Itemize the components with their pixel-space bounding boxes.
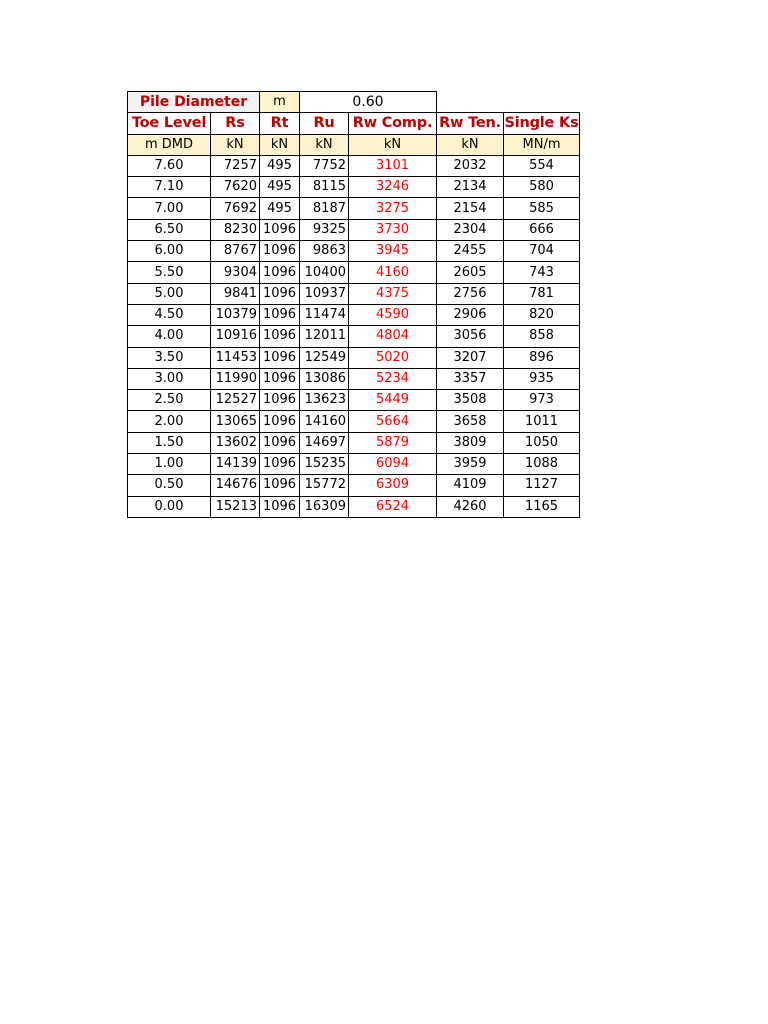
cell-rs[interactable]: 13602 xyxy=(211,432,260,453)
cell-rw-comp[interactable]: 3945 xyxy=(349,241,437,262)
cell-rw-comp[interactable]: 6309 xyxy=(349,475,437,496)
cell-toe-level[interactable]: 4.50 xyxy=(128,304,211,325)
cell-rw-ten[interactable]: 2756 xyxy=(437,283,504,304)
cell-rs[interactable]: 11990 xyxy=(211,368,260,389)
cell-rw-comp[interactable]: 5664 xyxy=(349,411,437,432)
units-row xyxy=(128,134,580,155)
table-row xyxy=(128,496,580,517)
cell-rw-ten[interactable]: 2134 xyxy=(437,177,504,198)
cell-rs[interactable]: 10379 xyxy=(211,304,260,325)
cell-ru[interactable]: 10400 xyxy=(300,262,349,283)
cell-toe-level[interactable]: 3.50 xyxy=(128,347,211,368)
cell-ru[interactable]: 11474 xyxy=(300,304,349,325)
cell-rs[interactable]: 12527 xyxy=(211,390,260,411)
cell-toe-level[interactable]: 2.00 xyxy=(128,411,211,432)
cell-ru[interactable]: 12011 xyxy=(300,326,349,347)
cell-rt[interactable]: 495 xyxy=(260,155,300,176)
pile-capacity-table xyxy=(127,91,580,518)
cell-ru[interactable]: 13623 xyxy=(300,390,349,411)
cell-rt[interactable]: 1096 xyxy=(260,347,300,368)
table-row xyxy=(128,198,580,219)
cell-rs[interactable]: 11453 xyxy=(211,347,260,368)
unit-rw-comp[interactable]: kN xyxy=(349,134,437,155)
cell-rt[interactable]: 1096 xyxy=(260,454,300,475)
pile-diameter-label[interactable]: Pile Diameter xyxy=(128,92,260,113)
cell-rw-comp[interactable]: 3275 xyxy=(349,198,437,219)
pile-diameter-value[interactable]: 0.60 xyxy=(300,92,437,113)
cell-rw-ten[interactable]: 3508 xyxy=(437,390,504,411)
cell-ru[interactable]: 15235 xyxy=(300,454,349,475)
header-rw-comp[interactable]: Rw Comp. xyxy=(349,113,437,134)
cell-rw-comp[interactable]: 5020 xyxy=(349,347,437,368)
cell-rs[interactable]: 14676 xyxy=(211,475,260,496)
cell-ru[interactable]: 16309 xyxy=(300,496,349,517)
cell-single-ks[interactable]: 666 xyxy=(504,219,580,240)
cell-rt[interactable]: 1096 xyxy=(260,475,300,496)
table-row xyxy=(128,304,580,325)
cell-rw-comp[interactable]: 4804 xyxy=(349,326,437,347)
header-rs[interactable]: Rs xyxy=(211,113,260,134)
pile-diameter-unit[interactable]: m xyxy=(260,92,300,113)
cell-rt[interactable]: 1096 xyxy=(260,262,300,283)
cell-toe-level[interactable]: 7.00 xyxy=(128,198,211,219)
cell-rw-ten[interactable]: 2032 xyxy=(437,155,504,176)
cell-ru[interactable]: 9325 xyxy=(300,219,349,240)
unit-rw-ten[interactable]: kN xyxy=(437,134,504,155)
cell-rt[interactable]: 1096 xyxy=(260,241,300,262)
cell-rs[interactable]: 7620 xyxy=(211,177,260,198)
cell-rw-ten[interactable]: 4109 xyxy=(437,475,504,496)
cell-toe-level[interactable]: 0.50 xyxy=(128,475,211,496)
cell-rs[interactable]: 13065 xyxy=(211,411,260,432)
header-row xyxy=(128,113,580,134)
table-row xyxy=(128,475,580,496)
cell-rw-ten[interactable]: 4260 xyxy=(437,496,504,517)
table-row xyxy=(128,454,580,475)
cell-rw-comp[interactable]: 4375 xyxy=(349,283,437,304)
cell-rt[interactable]: 1096 xyxy=(260,411,300,432)
unit-toe-level[interactable]: m DMD xyxy=(128,134,211,155)
cell-rs[interactable]: 10916 xyxy=(211,326,260,347)
table-row xyxy=(128,155,580,176)
cell-ru[interactable]: 10937 xyxy=(300,283,349,304)
cell-rs[interactable]: 7257 xyxy=(211,155,260,176)
table-row xyxy=(128,241,580,262)
cell-single-ks[interactable]: 585 xyxy=(504,198,580,219)
cell-single-ks[interactable]: 1165 xyxy=(504,496,580,517)
cell-single-ks[interactable]: 554 xyxy=(504,155,580,176)
cell-rw-comp[interactable]: 3101 xyxy=(349,155,437,176)
cell-ru[interactable]: 14160 xyxy=(300,411,349,432)
cell-rs[interactable]: 8767 xyxy=(211,241,260,262)
table-row xyxy=(128,262,580,283)
cell-single-ks[interactable]: 935 xyxy=(504,368,580,389)
cell-single-ks[interactable]: 1127 xyxy=(504,475,580,496)
cell-rw-ten[interactable]: 3809 xyxy=(437,432,504,453)
cell-rs[interactable]: 9304 xyxy=(211,262,260,283)
cell-rw-ten[interactable]: 2154 xyxy=(437,198,504,219)
cell-ru[interactable]: 13086 xyxy=(300,368,349,389)
cell-toe-level[interactable]: 1.00 xyxy=(128,454,211,475)
cell-rw-ten[interactable]: 2455 xyxy=(437,241,504,262)
cell-ru[interactable]: 7752 xyxy=(300,155,349,176)
cell-toe-level[interactable]: 6.50 xyxy=(128,219,211,240)
cell-single-ks[interactable]: 973 xyxy=(504,390,580,411)
cell-rw-comp[interactable]: 4160 xyxy=(349,262,437,283)
cell-rt[interactable]: 495 xyxy=(260,177,300,198)
cell-toe-level[interactable]: 5.50 xyxy=(128,262,211,283)
cell-rw-ten[interactable]: 2906 xyxy=(437,304,504,325)
cell-rt[interactable]: 1096 xyxy=(260,496,300,517)
cell-rw-ten[interactable]: 3056 xyxy=(437,326,504,347)
header-single-ks[interactable]: Single Ks xyxy=(504,113,580,134)
cell-rw-comp[interactable]: 5234 xyxy=(349,368,437,389)
cell-single-ks[interactable]: 580 xyxy=(504,177,580,198)
unit-ru[interactable]: kN xyxy=(300,134,349,155)
cell-toe-level[interactable]: 0.00 xyxy=(128,496,211,517)
cell-rw-ten[interactable]: 2605 xyxy=(437,262,504,283)
cell-toe-level[interactable]: 3.00 xyxy=(128,368,211,389)
cell-toe-level[interactable]: 6.00 xyxy=(128,241,211,262)
cell-toe-level[interactable]: 1.50 xyxy=(128,432,211,453)
cell-ru[interactable]: 8115 xyxy=(300,177,349,198)
cell-rt[interactable]: 1096 xyxy=(260,326,300,347)
cell-single-ks[interactable]: 858 xyxy=(504,326,580,347)
cell-toe-level[interactable]: 2.50 xyxy=(128,390,211,411)
cell-rw-ten[interactable]: 2304 xyxy=(437,219,504,240)
unit-rt[interactable]: kN xyxy=(260,134,300,155)
cell-rs[interactable]: 9841 xyxy=(211,283,260,304)
cell-rw-comp[interactable]: 3246 xyxy=(349,177,437,198)
cell-rt[interactable]: 1096 xyxy=(260,432,300,453)
cell-rw-ten[interactable]: 3658 xyxy=(437,411,504,432)
cell-rs[interactable]: 8230 xyxy=(211,219,260,240)
cell-single-ks[interactable]: 743 xyxy=(504,262,580,283)
cell-rw-comp[interactable]: 6524 xyxy=(349,496,437,517)
cell-rw-comp[interactable]: 4590 xyxy=(349,304,437,325)
cell-rt[interactable]: 1096 xyxy=(260,283,300,304)
unit-single-ks[interactable]: MN/m xyxy=(504,134,580,155)
table-row xyxy=(128,368,580,389)
cell-rw-comp[interactable]: 3730 xyxy=(349,219,437,240)
header-rt[interactable]: Rt xyxy=(260,113,300,134)
table-row xyxy=(128,219,580,240)
cell-single-ks[interactable]: 1011 xyxy=(504,411,580,432)
cell-ru[interactable]: 8187 xyxy=(300,198,349,219)
header-ru[interactable]: Ru xyxy=(300,113,349,134)
empty-cell xyxy=(437,92,580,113)
cell-rt[interactable]: 1096 xyxy=(260,219,300,240)
table-row xyxy=(128,411,580,432)
table-row xyxy=(128,283,580,304)
unit-rs[interactable]: kN xyxy=(211,134,260,155)
cell-rs[interactable]: 15213 xyxy=(211,496,260,517)
header-rw-ten[interactable]: Rw Ten. xyxy=(437,113,504,134)
cell-single-ks[interactable]: 781 xyxy=(504,283,580,304)
cell-rt[interactable]: 1096 xyxy=(260,390,300,411)
table-row xyxy=(128,177,580,198)
cell-ru[interactable]: 9863 xyxy=(300,241,349,262)
cell-toe-level[interactable]: 4.00 xyxy=(128,326,211,347)
spreadsheet xyxy=(127,91,580,518)
table-row xyxy=(128,432,580,453)
cell-ru[interactable]: 14697 xyxy=(300,432,349,453)
cell-rs[interactable]: 14139 xyxy=(211,454,260,475)
pile-diameter-row xyxy=(128,92,580,113)
cell-single-ks[interactable]: 1088 xyxy=(504,454,580,475)
cell-single-ks[interactable]: 896 xyxy=(504,347,580,368)
cell-rw-comp[interactable]: 6094 xyxy=(349,454,437,475)
cell-rw-ten[interactable]: 3959 xyxy=(437,454,504,475)
header-toe-level[interactable]: Toe Level xyxy=(128,113,211,134)
cell-toe-level[interactable]: 7.60 xyxy=(128,155,211,176)
cell-rt[interactable]: 1096 xyxy=(260,304,300,325)
cell-rt[interactable]: 1096 xyxy=(260,368,300,389)
cell-rw-comp[interactable]: 5449 xyxy=(349,390,437,411)
cell-rt[interactable]: 495 xyxy=(260,198,300,219)
table-row xyxy=(128,326,580,347)
cell-toe-level[interactable]: 7.10 xyxy=(128,177,211,198)
cell-rs[interactable]: 7692 xyxy=(211,198,260,219)
cell-single-ks[interactable]: 704 xyxy=(504,241,580,262)
cell-single-ks[interactable]: 820 xyxy=(504,304,580,325)
cell-rw-ten[interactable]: 3207 xyxy=(437,347,504,368)
cell-single-ks[interactable]: 1050 xyxy=(504,432,580,453)
table-row xyxy=(128,347,580,368)
cell-rw-comp[interactable]: 5879 xyxy=(349,432,437,453)
cell-rw-ten[interactable]: 3357 xyxy=(437,368,504,389)
cell-ru[interactable]: 12549 xyxy=(300,347,349,368)
cell-ru[interactable]: 15772 xyxy=(300,475,349,496)
table-row xyxy=(128,390,580,411)
cell-toe-level[interactable]: 5.00 xyxy=(128,283,211,304)
